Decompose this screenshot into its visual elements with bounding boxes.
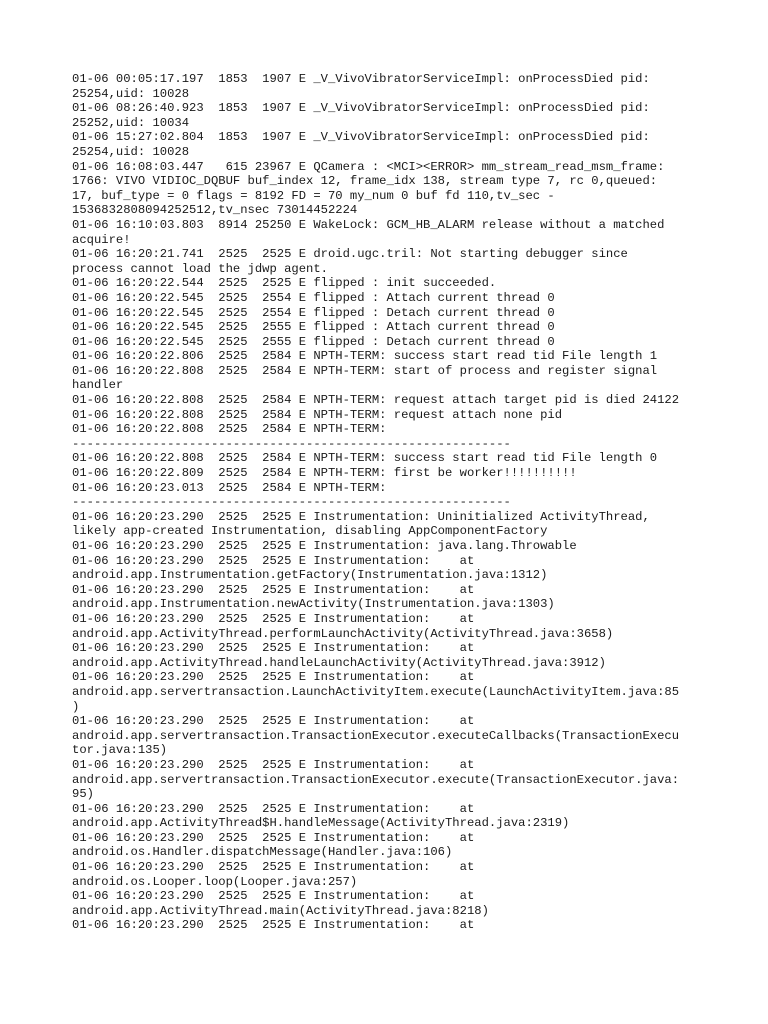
log-line: 01-06 16:20:23.290 2525 2525 E Instrumentation: at bbox=[72, 889, 475, 904]
log-line: 01-06 00:05:17.197 1853 1907 E _V_VivoVibratorServiceImpl: onProcessDied pid: bbox=[72, 72, 650, 86]
log-line: ------------------------------------------------------------ bbox=[72, 495, 511, 510]
log-line: 01-06 15:27:02.804 1853 1907 E _V_VivoVibratorServiceImpl: onProcessDied pid: bbox=[72, 130, 650, 145]
log-line: 01-06 16:20:23.290 2525 2525 E Instrumentation: at bbox=[72, 860, 475, 875]
log-line: android.app.ActivityThread.performLaunchActivity(ActivityThread.java:3658) bbox=[72, 626, 614, 641]
log-line: 01-06 16:20:23.290 2525 2525 E Instrumentation: at bbox=[72, 830, 475, 845]
log-document bbox=[72, 72, 702, 933]
log-line: 01-06 16:20:23.290 2525 2525 E Instrumentation: at bbox=[72, 641, 475, 656]
log-line: 01-06 16:20:22.806 2525 2584 E NPTH-TERM: success start read tid File length 1 bbox=[72, 349, 658, 364]
log-line: ) bbox=[72, 699, 80, 714]
log-line: 01-06 16:20:22.808 2525 2584 E NPTH-TERM: bbox=[72, 422, 387, 437]
log-line: 01-06 16:20:22.809 2525 2584 E NPTH-TERM: first be worker!!!!!!!!!! bbox=[72, 466, 577, 481]
log-line: 01-06 16:20:22.808 2525 2584 E NPTH-TERM: start of process and register signal bbox=[72, 363, 658, 378]
log-line: acquire! bbox=[72, 232, 131, 247]
log-line: android.app.ActivityThread$H.handleMessage(ActivityThread.java:2319) bbox=[72, 816, 570, 831]
log-line: 01-06 16:20:22.545 2525 2554 E flipped : Detach current thread 0 bbox=[72, 305, 555, 320]
log-line: 1766: VIVO VIDIOC_DQBUF buf_index 12, frame_idx 138, stream type 7, rc 0,queued: bbox=[72, 174, 658, 189]
log-line: 01-06 16:20:22.808 2525 2584 E NPTH-TERM: request attach target pid is died 24122 bbox=[72, 393, 680, 408]
log-line: 01-06 16:20:22.808 2525 2584 E NPTH-TERM: success start read tid File length 0 bbox=[72, 451, 658, 466]
log-line: 01-06 16:20:22.545 2525 2555 E flipped : Detach current thread 0 bbox=[72, 334, 555, 349]
log-line: 01-06 16:20:23.290 2525 2525 E Instrumentation: at bbox=[72, 553, 475, 568]
log-line: 01-06 16:20:23.290 2525 2525 E Instrumentation: at bbox=[72, 801, 475, 816]
log-line: 01-06 16:20:21.741 2525 2525 E droid.ugc.tril: Not starting debugger since bbox=[72, 247, 628, 262]
log-line: handler bbox=[72, 378, 124, 393]
log-line: 25254,uid: 10028 bbox=[72, 86, 190, 101]
log-line: android.os.Looper.loop(Looper.java:257) bbox=[72, 874, 358, 889]
log-line: 01-06 16:20:23.290 2525 2525 E Instrumentation: Uninitialized ActivityThread, bbox=[72, 509, 650, 524]
log-line: 01-06 16:20:23.290 2525 2525 E Instrumentation: at bbox=[72, 611, 475, 626]
log-line: 25254,uid: 10028 bbox=[72, 144, 190, 159]
log-line: android.os.Handler.dispatchMessage(Handler.java:106) bbox=[72, 845, 453, 860]
log-line: android.app.servertransaction.LaunchActivityItem.execute(LaunchActivityItem.java:85 bbox=[72, 684, 680, 699]
log-line: android.app.Instrumentation.getFactory(Instrumentation.java:1312) bbox=[72, 568, 548, 583]
log-line: process cannot load the jdwp agent. bbox=[72, 261, 328, 276]
log-line: ------------------------------------------------------------ bbox=[72, 436, 511, 451]
log-line: android.app.ActivityThread.main(ActivityThread.java:8218) bbox=[72, 903, 489, 918]
log-line: 01-06 16:20:23.290 2525 2525 E Instrumentation: at bbox=[72, 918, 475, 933]
log-line: 01-06 16:08:03.447 615 23967 E QCamera : <MCI><ERROR> mm_stream_read_msm_frame: bbox=[72, 159, 665, 174]
log-line: 01-06 16:20:22.544 2525 2525 E flipped : init succeeded. bbox=[72, 276, 497, 291]
log-line: android.app.Instrumentation.newActivity(Instrumentation.java:1303) bbox=[72, 597, 555, 612]
log-line: 01-06 08:26:40.923 1853 1907 E _V_VivoVibratorServiceImpl: onProcessDied pid: bbox=[72, 101, 650, 116]
log-line: tor.java:135) bbox=[72, 743, 168, 758]
log-line: 01-06 16:20:23.290 2525 2525 E Instrumentation: java.lang.Throwable bbox=[72, 539, 577, 553]
log-line: android.app.servertransaction.TransactionExecutor.execute(TransactionExecutor.java: bbox=[72, 772, 680, 787]
log-line: likely app-created Instrumentation, disabling AppComponentFactory bbox=[72, 524, 548, 539]
log-line: 01-06 16:20:22.545 2525 2555 E flipped : Attach current thread 0 bbox=[72, 320, 555, 335]
log-line: 01-06 16:20:23.290 2525 2525 E Instrumentation: at bbox=[72, 757, 475, 772]
log-line: 01-06 16:20:22.545 2525 2554 E flipped : Attach current thread 0 bbox=[72, 290, 555, 305]
log-line: android.app.servertransaction.TransactionExecutor.executeCallbacks(TransactionExecu bbox=[72, 728, 680, 743]
log-line: 01-06 16:20:23.013 2525 2584 E NPTH-TERM: bbox=[72, 480, 387, 495]
log-line: 01-06 16:20:23.290 2525 2525 E Instrumentation: at bbox=[72, 582, 475, 597]
log-line: 25252,uid: 10034 bbox=[72, 115, 190, 130]
log-line: 95) bbox=[72, 787, 94, 802]
log-line: 17, buf_type = 0 flags = 8192 FD = 70 my_num 0 buf fd 110,tv_sec - bbox=[72, 188, 555, 203]
log-line: 01-06 16:20:23.290 2525 2525 E Instrumentation: at bbox=[72, 714, 475, 729]
log-line: 01-06 16:10:03.803 8914 25250 E WakeLock: GCM_HB_ALARM release without a matched bbox=[72, 217, 665, 232]
log-line: 01-06 16:20:22.808 2525 2584 E NPTH-TERM: request attach none pid bbox=[72, 407, 563, 422]
log-line: 1536832808094252512,tv_nsec 73014452224 bbox=[72, 203, 358, 218]
log-line: 01-06 16:20:23.290 2525 2525 E Instrumentation: at bbox=[72, 670, 475, 685]
log-line: android.app.ActivityThread.handleLaunchActivity(ActivityThread.java:3912) bbox=[72, 655, 606, 670]
